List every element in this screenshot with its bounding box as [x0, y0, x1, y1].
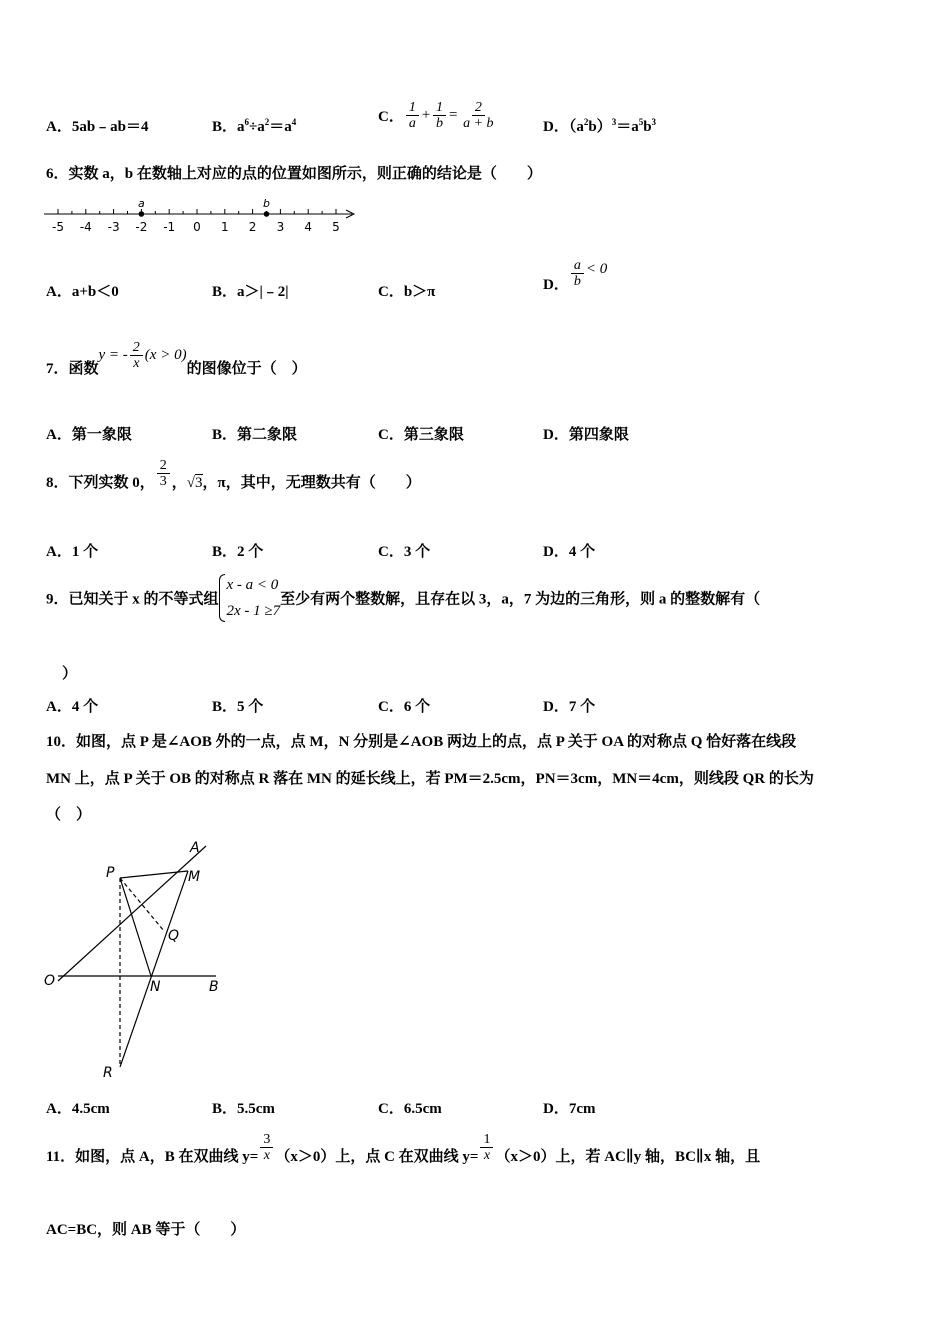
- q9-option-c: C．6 个: [378, 699, 431, 715]
- q10-geometry-figure: [40, 835, 240, 1085]
- q11-stem-line2: AC=BC，则 AB 等于（ ）: [46, 1222, 246, 1238]
- axis-tick-label: -2: [135, 220, 148, 234]
- q5-option-a: A．5ab﹣ab＝4: [46, 119, 149, 135]
- q10-stem-line3: （ ）: [46, 807, 92, 823]
- q10-stem-line2: MN 上，点 P 关于 OB 的对称点 R 落在 MN 的延长线上，若 PM＝2.5cm，PN＝3cm，MN＝4cm，则线段 QR 的长为: [46, 771, 814, 787]
- q7-option-a: A．第一象限: [46, 427, 132, 443]
- q9-stem: 9．已知关于 x 的不等式组x - a < 0 2x - 1 ≥7至少有两个整数解，且存在以 3，a，7 为边的三角形，则 a 的整数解有（: [46, 572, 760, 624]
- label-p: P: [106, 865, 115, 881]
- q8-option-c: C．3 个: [378, 544, 431, 560]
- q8-option-b: B．2 个: [212, 544, 264, 560]
- label-n: N: [150, 979, 161, 995]
- q9-option-d: D．7 个: [543, 699, 596, 715]
- q10-option-c: C．6.5cm: [378, 1101, 442, 1117]
- label-q: Q: [168, 928, 180, 944]
- q6-option-d: D． $\frac{a}{b}$ < 0: [543, 258, 608, 293]
- q11-stem-line1: 11．如图，点 A，B 在双曲线 y= $\frac{3}{x}$ （x＞0）上，点 C 在双曲线 y= $\frac{1}{x}$ （x＞0）上，若 AC∥y 轴，BC∥x 轴，且: [46, 1132, 761, 1165]
- q9-close-paren: ）: [62, 666, 78, 682]
- q10-option-d: D．7cm: [543, 1101, 596, 1117]
- q7-stem: 7．函数y = - $\frac{2}{x}$ (x > 0)的图像位于（ ）: [46, 340, 307, 377]
- label-o: O: [44, 973, 56, 989]
- label-r: R: [103, 1065, 113, 1081]
- q10-stem-line1: 10．如图，点 P 是∠AOB 外的一点，点 M，N 分别是∠AOB 两边上的点，点 P 关于 OA 的对称点 Q 恰好落在线段: [46, 734, 797, 750]
- axis-tick-label: -5: [52, 220, 64, 234]
- q9-option-b: B．5 个: [212, 699, 264, 715]
- axis-tick-label: 1: [220, 220, 229, 234]
- q7-option-b: B．第二象限: [212, 427, 298, 443]
- q5-option-b: B．$a^6\div a^2=a^4$: [212, 117, 297, 135]
- number-line-group: [44, 197, 354, 234]
- point-b: [264, 211, 270, 217]
- axis-tick-label: -3: [107, 220, 120, 234]
- label-m: M: [188, 869, 201, 885]
- ray-oa: [58, 846, 206, 981]
- axis-tick-label: 0: [193, 220, 201, 234]
- q7-option-d: D．第四象限: [543, 427, 629, 443]
- axis-tick-label: -1: [163, 220, 176, 234]
- label-a: A: [190, 840, 200, 856]
- segment-pm: [120, 871, 188, 878]
- segment-mr: [120, 871, 188, 1067]
- q7-option-c: C．第三象限: [378, 427, 464, 443]
- q6-option-a: A．a+b＜0: [46, 284, 119, 300]
- q9-option-a: A．4 个: [46, 699, 99, 715]
- axis-tick-label: 2: [248, 220, 257, 234]
- q10-option-a: A．4.5cm: [46, 1101, 110, 1117]
- label-b: B: [209, 979, 219, 995]
- segment-pn: [120, 878, 151, 976]
- q6-number-line: [40, 194, 360, 238]
- q6-option-b: B．a＞|﹣2|: [212, 284, 289, 300]
- point-a: [139, 211, 145, 217]
- q5-option-c: C． $\frac{1}{a}$ + $\frac{1}{b}$ = $\frac{2}{a + b}$: [378, 100, 494, 131]
- q8-stem: 8．下列实数 0， $\frac{2}{3}$ ，√3，π，其中，无理数共有（ ）: [46, 458, 421, 491]
- q5-option-d: D．$(a^2b)^3=a^5b^3$: [543, 117, 657, 135]
- axis-tick-label: -4: [79, 220, 92, 234]
- q10-option-b: B．5.5cm: [212, 1101, 275, 1117]
- q8-option-a: A．1 个: [46, 544, 99, 560]
- q8-option-d: D．4 个: [543, 544, 596, 560]
- point-b-label: b: [263, 197, 270, 210]
- axis-tick-label: 3: [276, 220, 285, 234]
- inequality-system: x - a < 0 2x - 1 ≥7: [219, 572, 281, 624]
- axis-tick-label: 5: [332, 220, 340, 234]
- axis-tick-label: 4: [304, 220, 313, 234]
- point-a-label: a: [138, 197, 145, 210]
- q6-stem: 6．实数 a，b 在数轴上对应的点的位置如图所示，则正确的结论是（ ）: [46, 166, 542, 182]
- q6-option-c: C．b＞π: [378, 284, 436, 300]
